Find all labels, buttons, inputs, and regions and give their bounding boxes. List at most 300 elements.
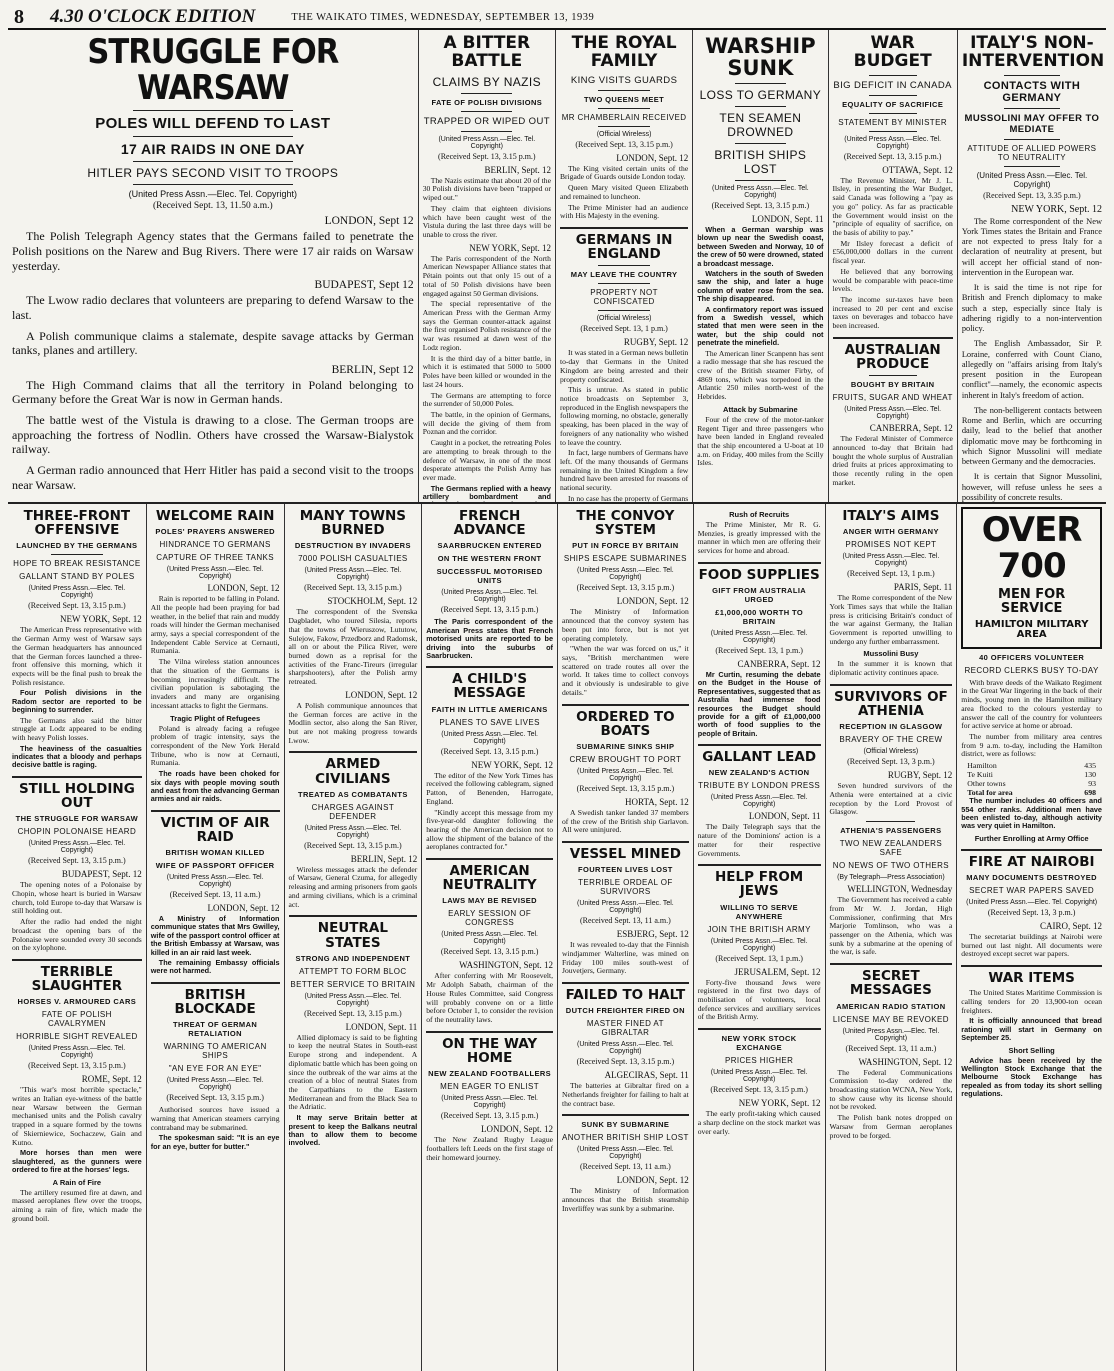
paragraph: "This war's most horrible spectacle," writes an Italian eye-witness of the battle near Warsaw between the German mechanised units and the Polish cavalry trapped in a square formed by the towns of Skierniewice, Sochaczew, Gain and Kutno. bbox=[12, 1085, 142, 1147]
paragraph: The Government has received a cable from Mr W. J. Jordan, High Commissioner, confirming that Mrs Marjorie Tomlinson, who was a passenger on the Athenia, which was sunk by a submarine at the opening of the war, is safe. bbox=[829, 895, 953, 957]
wire-credit: (United Press Assn.—Elec. Tel. Copyright) bbox=[577, 1146, 674, 1161]
subheading: CLAIMS BY NAZIS bbox=[432, 74, 542, 89]
wire-credit: (United Press Assn.—Elec. Tel. Copyright) bbox=[28, 840, 126, 855]
dateline: LONDON, Sept. 12 bbox=[616, 596, 689, 607]
headline: GALLANT LEAD bbox=[702, 749, 817, 766]
wire-credit: (Official Wireless) bbox=[596, 315, 652, 323]
headline: ITALY'S NON-INTERVENTION bbox=[961, 33, 1105, 71]
subheading: BRITISH SHIPS LOST bbox=[714, 148, 807, 177]
divider bbox=[598, 126, 649, 127]
divider bbox=[12, 959, 142, 961]
divider bbox=[461, 93, 512, 94]
run-in-subhead: Rush of Recruits bbox=[729, 510, 790, 519]
dateline: NEW YORK, Sept. 12 bbox=[469, 242, 551, 253]
dateline: OTTAWA, Sept. 12 bbox=[882, 164, 953, 175]
paragraph: The Prime Minister had an audience with His Majesty in the evening. bbox=[559, 202, 689, 221]
paragraph: The artillery resumed fire at dawn, and massed aeroplanes flew over the troops, aiming a rain of fire, which made the ground boil. bbox=[12, 1187, 142, 1223]
received-time: (Received Sept. 13, 1 p.m.) bbox=[715, 953, 803, 963]
wire-credit: (United Press Assn.—Elec. Tel. Copyright) bbox=[966, 898, 1098, 906]
paragraph: Poland is already facing a refugee problem of tragic intensity, says the correspondent of the New York Herald Tribune, who is now at Cernauti, Rumania. bbox=[150, 723, 280, 768]
subheading: BOUGHT BY BRITAIN bbox=[850, 380, 935, 390]
subheading: HINDRANCE TO GERMANS bbox=[159, 540, 271, 550]
subheading: HORRIBLE SIGHT REVEALED bbox=[16, 1032, 138, 1042]
subheading: HORSES V. ARMOURED CARS bbox=[17, 997, 137, 1007]
received-time: (Received Sept. 13, 3 p.m.) bbox=[987, 907, 1076, 917]
wire-credit: (United Press Assn.—Elec. Tel. Copyright) bbox=[441, 931, 538, 946]
subheading: WIFE OF PASSPORT OFFICER bbox=[155, 861, 275, 871]
subheading: PROPERTY NOT CONFISCATED bbox=[590, 288, 658, 307]
subheading: £1,000,000 WORTH TO BRITAIN bbox=[715, 608, 804, 627]
subheading: CREW BROUGHT TO PORT bbox=[569, 754, 682, 764]
paragraph: Rain is reported to be falling in Poland. All the people had been praying for bad weather, in the belief that rain and muddy roads will hinder the German mechanised army, says a special correspondent of the Independent Cable Service at Cernauti, Rumania. bbox=[150, 594, 280, 656]
dateline: BERLIN, Sept 12 bbox=[331, 363, 414, 376]
paragraph: After conferring with Mr Roosevelt, Mr Adolph Sabath, chairman of the House Rules Committee, said Congress will probably convene on or a little before October 1, to consider the revision of the neutrality laws. bbox=[426, 971, 553, 1025]
received-time: (Received Sept. 13, 3.15 p.m.) bbox=[440, 947, 539, 957]
paragraph: "When the war was forced on us," it says, "British merchantmen were scattered on trade routes all over the world. It takes time to collect convoys and it obviously is undesirable to give details." bbox=[562, 644, 689, 697]
dateline: BERLIN, Sept. 12 bbox=[484, 164, 551, 175]
headline: SURVIVORS OF ATHENIA bbox=[834, 688, 948, 720]
subheading: DESTRUCTION BY INVADERS bbox=[294, 541, 411, 551]
paragraph: The Rome correspondent of the New York Times says that while the Italian press is criticising Britain's conduct of the war against Germany, the Italian Government is reported unwilling to undergo any further embarrassment. bbox=[829, 593, 953, 646]
subheading: STATEMENT BY MINISTER bbox=[838, 117, 948, 127]
subheading: MR CHAMBERLAIN RECEIVED bbox=[561, 112, 687, 122]
tally-count: 435 bbox=[1084, 761, 1096, 771]
divider bbox=[830, 963, 953, 965]
divider bbox=[869, 75, 917, 76]
dateline: WASHINGTON, Sept. 12 bbox=[459, 960, 553, 971]
received-time: (Received Sept. 13, 3.35 p.m.) bbox=[983, 190, 1081, 200]
paragraph: The early profit-taking which caused a sharp decline on the stock market was over early. bbox=[697, 1109, 821, 1136]
article-italy bbox=[957, 30, 1106, 502]
subheading: LAUNCHED BY THE GERMANS bbox=[16, 541, 138, 551]
subheading: MAY LEAVE THE COUNTRY bbox=[570, 270, 678, 280]
headline: WARSHIP SUNK bbox=[705, 34, 816, 81]
column-8 bbox=[956, 504, 1106, 1371]
received-time: (Received Sept. 13, 3.15 p.m.) bbox=[711, 201, 810, 211]
column-7 bbox=[825, 504, 957, 1371]
subheading: CHARGES AGAINST DEFENDER bbox=[311, 802, 395, 821]
paragraph: A Swedish tanker landed 37 members of the crew of the British ship Garlavon. All were uninjured. bbox=[562, 807, 689, 835]
headline: MEN FOR SERVICE bbox=[998, 587, 1066, 617]
headline: ITALY'S AIMS bbox=[842, 508, 940, 524]
subheading: TWO NEW ZEALANDERS SAFE bbox=[839, 839, 943, 858]
divider bbox=[1004, 75, 1060, 76]
divider bbox=[133, 161, 294, 162]
paragraph: The correspondent of the Svenska Dagbladet, who toured Silesia, reports that the towns of Wieruszow, Lututow, Sulejow, Fakow, Przedborz and Radomsk, all on or about the Pilica River, were burned down as a reprisal for the activities of the Franc-Tireurs (irregular sharpshooters), after the Polish army retreated. bbox=[288, 607, 418, 687]
paragraph: It was revealed to-day that the Finnish windjammer Walterline, was mined on Friday 100 miles south-west of Jouvetjers, Germany. bbox=[562, 940, 689, 976]
subheading: JOIN THE BRITISH ARMY bbox=[707, 924, 811, 934]
subheading: LOSS TO GERMANY bbox=[699, 88, 822, 103]
paragraph: In fact, large numbers of Germans have left. Of the many thousands of Germans remaining in the United Kingdom a few hundred have been arrested for reasons of national security. bbox=[559, 448, 689, 493]
wire-credit: (United Press Assn.—Elec. Tel. Copyright) bbox=[304, 567, 402, 582]
subheading: TWO QUEENS MEET bbox=[584, 94, 665, 104]
bottom-section bbox=[8, 502, 1106, 1371]
bold-paragraph: The Germans replied with a heavy artillery bombardment and bbox=[422, 483, 551, 502]
paragraph: A German radio announced that Herr Hitler has paid a second visit to the troops near Warsaw. bbox=[12, 462, 414, 492]
divider bbox=[426, 1031, 553, 1033]
subheading: POLES WILL DEFEND TO LAST bbox=[95, 115, 331, 133]
subheading: SUCCESSFUL MOTORISED UNITS bbox=[436, 567, 543, 586]
divider bbox=[1004, 139, 1060, 140]
subheading: FATE OF POLISH DIVISIONS bbox=[431, 97, 543, 107]
dateline: WASHINGTON, Sept. 12 bbox=[858, 1056, 953, 1067]
paragraph: The battle, in the opinion of Germans, will decide the giving of them from Poznan and the corridor. bbox=[422, 409, 551, 437]
subheading: MEN EAGER TO ENLIST bbox=[440, 1082, 540, 1092]
dateline: CAIRO, Sept. 12 bbox=[1039, 920, 1102, 931]
paragraph: It is said the time is not ripe for British and French diplomacy to make such a step, especially since Italy is adhering rigidly to a non-intervention policy. bbox=[961, 283, 1102, 334]
bold-paragraph: When a German warship was blown up near the Swedish coast, between Sweden and Norway, 10 of the crew of 50 were drowned, stated a broadcast message. bbox=[697, 225, 824, 268]
divider bbox=[833, 337, 953, 339]
column-2 bbox=[146, 504, 284, 1371]
bold-paragraph: Watchers in the south of Sweden saw the ship, and later a huge column of water rose from the sea. The ship disappeared. bbox=[697, 269, 824, 304]
paragraph: Allied diplomacy is said to be fighting to keep the neutral States in South-east Europe strong and independent. A diplomatic battle which has been going on since the outbreak of the war aims at the creation of a bloc of neutral States from the Carpathians to the Eastern Mediterranean and from the Black Sea to the Adriatic. bbox=[288, 1032, 418, 1112]
subheading: SECRET WAR PAPERS SAVED bbox=[969, 885, 1095, 895]
column-3 bbox=[284, 504, 422, 1371]
wire-credit: (United Press Assn.—Elec. Tel. Copyright) bbox=[166, 874, 264, 889]
paragraph: The secretariat buildings at Nairobi were burned out last night. All documents were destroyed except secret war papers. bbox=[961, 931, 1102, 959]
paragraph: The Germans also said the bitter struggle at Lodz appeared to be ending with heavy Polish losses. bbox=[12, 715, 142, 742]
subheading: NEW ZEALAND FOOTBALLERS bbox=[428, 1069, 552, 1079]
subheading: SUBMARINE SINKS SHIP bbox=[576, 741, 675, 751]
received-time: (Received Sept. 13, 3.15 p.m.) bbox=[438, 151, 536, 161]
headline: ARMED CIVILIANS bbox=[315, 756, 391, 787]
tally-row bbox=[961, 761, 1102, 770]
subheading: "AN EYE FOR AN EYE" bbox=[168, 1064, 262, 1074]
paper-line: THE WAIKATO TIMES, WEDNESDAY, SEPTEMBER 13, 1939 bbox=[291, 11, 595, 23]
subheading: NO NEWS OF TWO OTHERS bbox=[832, 861, 950, 871]
subheading: ON THE WESTERN FRONT bbox=[437, 554, 542, 564]
divider bbox=[1004, 108, 1060, 109]
page-number: 8 bbox=[14, 5, 24, 28]
wire-credit: (United Press Assn.—Elec. Tel. Copyright) bbox=[710, 630, 808, 645]
wire-credit: (United Press Assn.—Elec. Tel. Copyright) bbox=[438, 135, 536, 150]
subheading: BRITISH WOMAN KILLED bbox=[165, 848, 265, 858]
subheading: ANGER WITH GERMANY bbox=[842, 527, 939, 537]
paragraph: The Prime Minister, Mr R. G. Menzies, is greatly impressed with the manner in which men are offering their services for home and abroad. bbox=[697, 520, 821, 556]
paragraph: The Ministry of Information announced that the convoy system has been put into force, but is not yet operating completely. bbox=[562, 607, 689, 643]
divider bbox=[735, 180, 786, 181]
subheading: THREAT OF GERMAN RETALIATION bbox=[173, 1020, 258, 1039]
subheading: MUSSOLINI MAY OFFER TO MEDIATE bbox=[964, 112, 1100, 135]
paragraph: The Lwow radio declares that volunteers are preparing to defend Warsaw to the last. bbox=[12, 293, 414, 322]
paragraph: Queen Mary visited Queen Elizabeth and remained to luncheon. bbox=[559, 183, 689, 201]
subheading: TERRIBLE ORDEAL OF SURVIVORS bbox=[578, 878, 673, 897]
subheading: SHIPS ESCAPE SUBMARINES bbox=[563, 554, 687, 564]
received-time: (Received Sept. 13, 3.15 p.m.) bbox=[576, 583, 675, 593]
received-time: (Received Sept. 13, 3.15 p.m.) bbox=[575, 139, 673, 149]
subheading: CONTACTS WITH GERMANY bbox=[983, 79, 1081, 104]
headline: A CHILD'S MESSAGE bbox=[452, 671, 528, 702]
column-5 bbox=[557, 504, 693, 1371]
divider bbox=[51, 554, 103, 555]
dateline: LONDON, Sept. 12 bbox=[616, 1175, 689, 1186]
received-time: (Received Sept. 13, 11 a.m.) bbox=[845, 1043, 937, 1053]
subheading: DUTCH FREIGHTER FIRED ON bbox=[565, 1006, 685, 1016]
divider bbox=[735, 106, 786, 107]
paragraph: The non-belligerent contacts between Rome and Berlin, which are occurring daily, lead to the belief that another diplomatic move may be forthcoming in which Signor Mussolini will mediate between Germany and the democracies. bbox=[961, 405, 1102, 467]
article-warship-sunk bbox=[692, 30, 827, 502]
wire-credit: (United Press Assn.—Elec. Tel. Copyright) bbox=[577, 567, 674, 582]
divider bbox=[698, 562, 821, 564]
subheading: HITLER PAYS SECOND VISIT TO TROOPS bbox=[87, 166, 339, 181]
dateline: BUDAPEST, Sept. 12 bbox=[61, 869, 142, 880]
divider bbox=[698, 744, 821, 746]
headline: WAR BUDGET bbox=[853, 33, 932, 71]
column-6 bbox=[693, 504, 825, 1371]
paragraph: Wireless messages attack the defender of Warsaw, General Czuma, for allegedly releasing and arming prisoners from gaols and arming civilians, which is a criminal act. bbox=[288, 864, 418, 909]
headline: SECRET MESSAGES bbox=[849, 968, 932, 999]
divider bbox=[735, 143, 786, 144]
received-time: (Received Sept. 13, 3.15 p.m.) bbox=[440, 605, 539, 615]
subheading: TRAPPED OR WIPED OUT bbox=[423, 115, 550, 127]
subheading: RECEPTION IN GLASGOW bbox=[839, 722, 943, 732]
headline: GERMANS IN ENGLAND bbox=[575, 232, 673, 263]
wire-credit: (United Press Assn.—Elec. Tel. Copyright) bbox=[166, 1077, 264, 1092]
bold-paragraph: The remaining Embassy officials were not harmed. bbox=[150, 957, 280, 976]
article-royal-family bbox=[555, 30, 692, 502]
paragraph: The editor of the New York Times has received the following cablegram, signed Patton, of Benenden, Harrogate, England. bbox=[426, 770, 553, 806]
paragraph: The Polish bank notes dropped on Warsaw from German aeroplanes proved to be forged. bbox=[829, 1113, 953, 1140]
tally-row bbox=[961, 779, 1102, 788]
run-in-subhead: A Rain of Fire bbox=[52, 1177, 102, 1187]
paragraph: After the radio had ended the night broadcast the opening bars of the Polonaise were sounded every 30 seconds on the xylophone. bbox=[12, 917, 142, 953]
paragraph: The American Press representative with the German Army west of Warsaw says the German headquarters has announced that the German forces launched a three-front offensive this morning, which it expects will be the final push to break the Polish resistance. bbox=[12, 625, 142, 687]
wire-credit: (United Press Assn.—Elec. Tel. Copyright) bbox=[304, 992, 402, 1007]
divider bbox=[12, 776, 142, 778]
received-time: (Received Sept. 13, 11 a.m.) bbox=[579, 1162, 671, 1172]
divider bbox=[598, 283, 649, 284]
subheading: TRIBUTE BY LONDON PRESS bbox=[698, 781, 821, 791]
dateline: LONDON, Sept. 12 bbox=[207, 583, 280, 594]
column-4 bbox=[421, 504, 557, 1371]
paragraph: He believed that any borrowing would be comparable with peace-time levels. bbox=[832, 266, 953, 294]
article-war-budget bbox=[828, 30, 957, 502]
paragraph: Mr Ilsley forecast a deficit of £56,000,000 dollars in the current fiscal year. bbox=[832, 238, 953, 266]
divider bbox=[866, 821, 915, 822]
subheading: FOURTEEN LIVES LOST bbox=[578, 865, 673, 875]
paragraph: The special representative of the American Press with the German Army says the German counter-attack against the first organised Polish resistance of the war was resumed at dawn west of the Lodz region. bbox=[422, 299, 551, 352]
divider bbox=[562, 982, 689, 984]
paragraph: The income sur-taxes have been increased to 20 per cent and excise taxes on beverages and tobacco have been increased. bbox=[832, 295, 953, 331]
tally-total-label: Total for area bbox=[967, 788, 1013, 798]
dateline: ALGECIRAS, Sept. 11 bbox=[604, 1070, 689, 1081]
run-in-subhead: Short Selling bbox=[1008, 1045, 1055, 1055]
received-time: (Received Sept. 13, 3.15 p.m.) bbox=[304, 583, 402, 593]
divider bbox=[598, 90, 649, 91]
divider bbox=[598, 310, 649, 311]
paragraph: The Germans are attempting to force the surrender of 50,000 Poles. bbox=[422, 390, 551, 409]
received-time: (Received Sept. 13, 1 p.m.) bbox=[580, 324, 668, 334]
enlistment-tally bbox=[961, 761, 1102, 788]
run-in-subhead: Mussolini Busy bbox=[863, 649, 919, 659]
paragraph: The King visited certain units of the Brigade of Guards outside London today. bbox=[559, 163, 689, 182]
subheading: FATE OF POLISH CAVALRYMEN bbox=[41, 1010, 112, 1029]
subheading: SAARBRUCKEN ENTERED bbox=[437, 541, 542, 551]
dateline: NEW YORK, Sept. 12 bbox=[738, 1098, 821, 1109]
paragraph: A Polish communique announces that the German forces are active in the Modlin sector, also along the San River, but are not making progress towards Lwow. bbox=[288, 700, 418, 745]
subheading: MANY DOCUMENTS DESTROYED bbox=[966, 872, 1097, 882]
paragraph: The Polish Telegraph Agency states that the Germans failed to penetrate the Polish positions on the Narew and Bug Rivers. There were 17 air raids on Warsaw yesterday. bbox=[12, 229, 414, 273]
paragraph: They claim that eighteen divisions which have been caught west of the Vistula during the last three days will be unable to cross the river. bbox=[422, 203, 551, 239]
dateline: LONDON, Sept. 11 bbox=[751, 214, 824, 225]
wire-credit: (United Press Assn.—Elec. Tel. Copyright) bbox=[577, 1041, 674, 1056]
headline: TERRIBLE SLAUGHTER bbox=[31, 963, 123, 995]
dateline: HORTA, Sept. 12 bbox=[625, 796, 689, 807]
headline: AUSTRALIAN PRODUCE bbox=[844, 341, 941, 373]
subheading: ATTITUDE OF ALLIED POWERS TO NEUTRALITY bbox=[967, 143, 1097, 162]
dateline: NEW YORK, Sept. 12 bbox=[1011, 203, 1102, 215]
headline: MANY TOWNS BURNED bbox=[299, 508, 406, 539]
dateline: WELLINGTON, Wednesday bbox=[847, 884, 953, 895]
wire-credit: (United Press Assn.—Elec. Tel. Copyright) bbox=[441, 730, 538, 745]
subheading: EQUALITY OF SACRIFICE bbox=[842, 99, 944, 109]
bold-paragraph: A Ministry of Information communique states that Mrs Gwilley, wife of the passport control officer at the British Embassy at Warsaw, was killed in an air raid last week. bbox=[150, 914, 280, 957]
subheading: CAPTURE OF THREE TANKS bbox=[156, 553, 274, 563]
wire-credit: (United Press Assn.—Elec. Tel. Copyright) bbox=[710, 937, 808, 952]
paragraph: Authorised sources have issued a warning that American steamers carrying contraband may be submarined. bbox=[150, 1105, 280, 1132]
headline: THE CONVOY SYSTEM bbox=[576, 508, 675, 539]
paragraph: The English Ambassador, Sir P. Loraine, conferred with Count Ciano, allegedly on "affairs arising from Italy's present position in the European conflict"—namely, the economic aspects inherent in Italy's freedom of action. bbox=[961, 339, 1102, 400]
divider bbox=[869, 95, 917, 96]
divider bbox=[426, 858, 553, 860]
bold-paragraph: The spokesman said: "It is an eye for an eye, butter for butter." bbox=[150, 1133, 280, 1151]
dateline: NEW YORK, Sept. 12 bbox=[471, 759, 553, 770]
subheading: LICENSE MAY BE REVOKED bbox=[832, 1014, 949, 1024]
received-time: (Received Sept. 13, 3.15 p.m.) bbox=[28, 856, 126, 866]
received-time: (Received Sept. 13, 11.50 a.m.) bbox=[153, 201, 273, 212]
subheading: WILLING TO SERVE ANYWHERE bbox=[720, 902, 799, 921]
tally-row bbox=[961, 770, 1102, 779]
divider bbox=[133, 110, 294, 111]
headline: VICTIM OF AIR RAID bbox=[160, 814, 270, 845]
subheading: WARNING TO AMERICAN SHIPS bbox=[163, 1042, 267, 1061]
subheading: GALLANT STAND BY POLES bbox=[19, 572, 135, 582]
subheading: FAITH IN LITTLE AMERICANS bbox=[431, 704, 548, 714]
dateline: LONDON, Sept. 12 bbox=[616, 152, 689, 163]
divider bbox=[151, 810, 280, 812]
received-time: (Received Sept. 13, 3.15 p.m.) bbox=[576, 1057, 675, 1067]
dateline: CANBERRA, Sept. 12 bbox=[737, 659, 821, 670]
subheading: PROMISES NOT KEPT bbox=[845, 540, 937, 550]
received-time: (Received Sept. 13, 3.15 p.m.) bbox=[710, 1085, 808, 1095]
wire-credit: (United Press Assn.—Elec. Tel. Copyright) bbox=[166, 566, 264, 581]
dateline: LONDON, Sept. 12 bbox=[207, 903, 280, 914]
tally-total-value: 698 bbox=[1084, 788, 1096, 798]
dateline: LONDON, Sept. 11 bbox=[748, 811, 821, 822]
headline: FAILED TO HALT bbox=[565, 987, 686, 1004]
headline: NEUTRAL STATES bbox=[317, 920, 388, 951]
headline: FOOD SUPPLIES bbox=[698, 566, 820, 583]
divider bbox=[1004, 166, 1060, 167]
wire-credit: (Official Wireless) bbox=[863, 748, 919, 756]
wire-credit: (United Press Assn.—Elec. Tel. Copyright) bbox=[710, 794, 808, 809]
received-time: (Received Sept. 13, 3.15 p.m.) bbox=[304, 840, 402, 850]
dateline: ROME, Sept. 12 bbox=[81, 1074, 142, 1085]
dateline: RUGBY, Sept. 12 bbox=[623, 337, 689, 348]
paragraph: The High Command claims that all the territory in Poland belonging to Germany before the Great War is now in German hands. bbox=[12, 377, 414, 407]
paragraph: This is untrue. As stated in public notice broadcasts on September 3, reproduced in the English newspapers the following morning, no obstacle, generally speaking, has been placed in the way of foreigners of any nationality who wished to leave the country. bbox=[559, 385, 689, 447]
received-time: (Received Sept. 13, 3.15 p.m.) bbox=[166, 1093, 264, 1103]
headline: AMERICAN NEUTRALITY bbox=[442, 863, 537, 894]
paragraph: The American liner Scanpenn has sent a radio message that she has rescued the crew of the British steamer Firby, of 4869 tons, which was torpedoed in the Atlantic 250 miles north-west of the Hebrides. bbox=[697, 348, 824, 402]
subheading: POLES' PRAYERS ANSWERED bbox=[155, 527, 275, 537]
tally-count: 93 bbox=[1088, 779, 1096, 789]
paragraph: It is the third day of a bitter battle, in which it is estimated that 5000 to 5000 Poles have been killed or wounded in the last 24 hours. bbox=[422, 353, 551, 389]
divider bbox=[735, 83, 786, 84]
subheading: GIFT FROM AUSTRALIA URGED bbox=[712, 586, 807, 605]
subheading: THE STRUGGLE FOR WARSAW bbox=[15, 814, 139, 824]
paragraph: The New Zealand Rugby League footballers left Leeds on the first stage of their homeward journey. bbox=[426, 1135, 553, 1162]
received-time: (Received Sept. 13, 3.15 p.m.) bbox=[440, 746, 539, 756]
wire-credit: (Official Wireless) bbox=[596, 130, 652, 138]
paragraph: The Paris correspondent of the North American Newspaper Alliance states that Pétain points out that only 15 out of a total of 50 Polish divisions have been engaged against 50 German divisions. bbox=[422, 253, 551, 298]
received-time: (Received Sept. 13, 3.15 p.m.) bbox=[28, 601, 126, 611]
divider bbox=[133, 136, 294, 137]
divider bbox=[598, 108, 649, 109]
subheading: PRICES HIGHER bbox=[724, 1056, 794, 1066]
bold-paragraph: Four Polish divisions in the Radom sector are reported to be beginning to surrender. bbox=[12, 688, 142, 715]
headline: FRENCH ADVANCE bbox=[453, 508, 526, 539]
dateline: NEW YORK, Sept. 12 bbox=[60, 614, 142, 625]
bold-paragraph: Mr Curtin, resuming the debate on the Budget in the House of Representatives, suggested that as Australia had immense food resources the Budget should provide for a gift of £1,000,000 worth of food supplies to the people of Britain. bbox=[697, 670, 821, 738]
divider bbox=[698, 864, 821, 866]
paragraph: In no case has the property of Germans bbox=[567, 493, 689, 502]
subheading: BIG DEFICIT IN CANADA bbox=[833, 79, 952, 91]
subheading: NEW YORK STOCK EXCHANGE bbox=[721, 1034, 797, 1053]
received-time: (Received Sept. 13, 11 a.m.) bbox=[169, 890, 261, 900]
top-section bbox=[8, 30, 1106, 502]
paragraph: The Rome correspondent of the New York Times states the Britain and France are not expected to press Italy for a declaration of neutrality at present, but will accept her official stand of non-intervention in the European war. bbox=[961, 216, 1102, 277]
subheading: TEN SEAMEN DROWNED bbox=[719, 111, 802, 140]
dateline: LONDON, Sept. 12 bbox=[345, 689, 418, 700]
paragraph: The battle west of the Vistula is drawing to a close. The German troops are approaching the fortress of Nodlin. Others have crossed the Warsaw-Bialystok railway. bbox=[12, 413, 414, 457]
paragraph: The United States Maritime Commission is calling tenders for 20 13,900-ton ocean freighters. bbox=[961, 988, 1102, 1015]
divider bbox=[562, 704, 689, 706]
divider bbox=[461, 131, 512, 132]
divider bbox=[289, 915, 418, 917]
wire-credit: (United Press Assn.—Elec. Tel. Copyright) bbox=[577, 767, 674, 782]
divider bbox=[426, 666, 553, 668]
headline: OVER 700 bbox=[981, 510, 1082, 586]
divider bbox=[289, 751, 418, 753]
wire-credit: (United Press Assn.—Elec. Tel. Copyright) bbox=[844, 135, 942, 150]
bold-paragraph: The Paris correspondent of the American Press states that French motorised units are reported to be driving into the suburbs of Saarbrucken. bbox=[426, 617, 553, 660]
bold-paragraph: The roads have been choked for six days with people moving south and east from the advancing German armies and air raids. bbox=[150, 769, 280, 804]
received-time: (Received Sept. 13, 3.15 p.m.) bbox=[576, 783, 675, 793]
subheading: STRONG AND INDEPENDENT bbox=[295, 953, 411, 963]
headline: THE ROYAL FAMILY bbox=[571, 33, 677, 71]
dateline: LONDON, Sept. 12 bbox=[481, 1124, 553, 1135]
subheading: ATTEMPT TO FORM BLOC bbox=[299, 966, 407, 976]
divider bbox=[830, 684, 953, 686]
bold-paragraph: The heaviness of the casualties indicates that a bloody and perhaps decisive battle is raging. bbox=[12, 743, 142, 770]
subheading: ATHENIA'S PASSENGERS bbox=[840, 826, 942, 836]
headline: HELP FROM JEWS bbox=[715, 869, 804, 900]
bold-paragraph: It is officially announced that bread rationing will start in Germany on September 25. bbox=[961, 1016, 1102, 1043]
received-time: (Received Sept. 13, 3.15 p.m.) bbox=[440, 1111, 539, 1121]
tally-place: Te Kuiti bbox=[967, 770, 993, 780]
wire-credit: (United Press Assn.—Elec. Tel. Copyright) bbox=[577, 900, 674, 915]
wire-credit: (United Press Assn.—Elec. Tel. Copyright) bbox=[842, 1027, 940, 1042]
wire-credit: (United Press Assn.—Elec. Tel. Copyright) bbox=[710, 1069, 808, 1084]
subheading: RECORD CLERKS BUSY TO-DAY bbox=[964, 665, 1099, 675]
received-time: (Received Sept. 13, 3.15 p.m.) bbox=[304, 1008, 402, 1018]
subheading: PUT IN FORCE BY BRITAIN bbox=[572, 541, 679, 551]
paragraph: It is certain that Signor Mussolini, however, will refuse unless he sees a possibility of concrete results. bbox=[961, 472, 1102, 502]
dateline: BERLIN, Sept. 12 bbox=[350, 853, 418, 864]
subheading: SUNK BY SUBMARINE bbox=[581, 1120, 670, 1130]
bold-paragraph: A confirmatory report was issued from a Swedish vessel, which stated that men were seen in the water, but the ship could not penetrate the minefield. bbox=[697, 304, 824, 348]
